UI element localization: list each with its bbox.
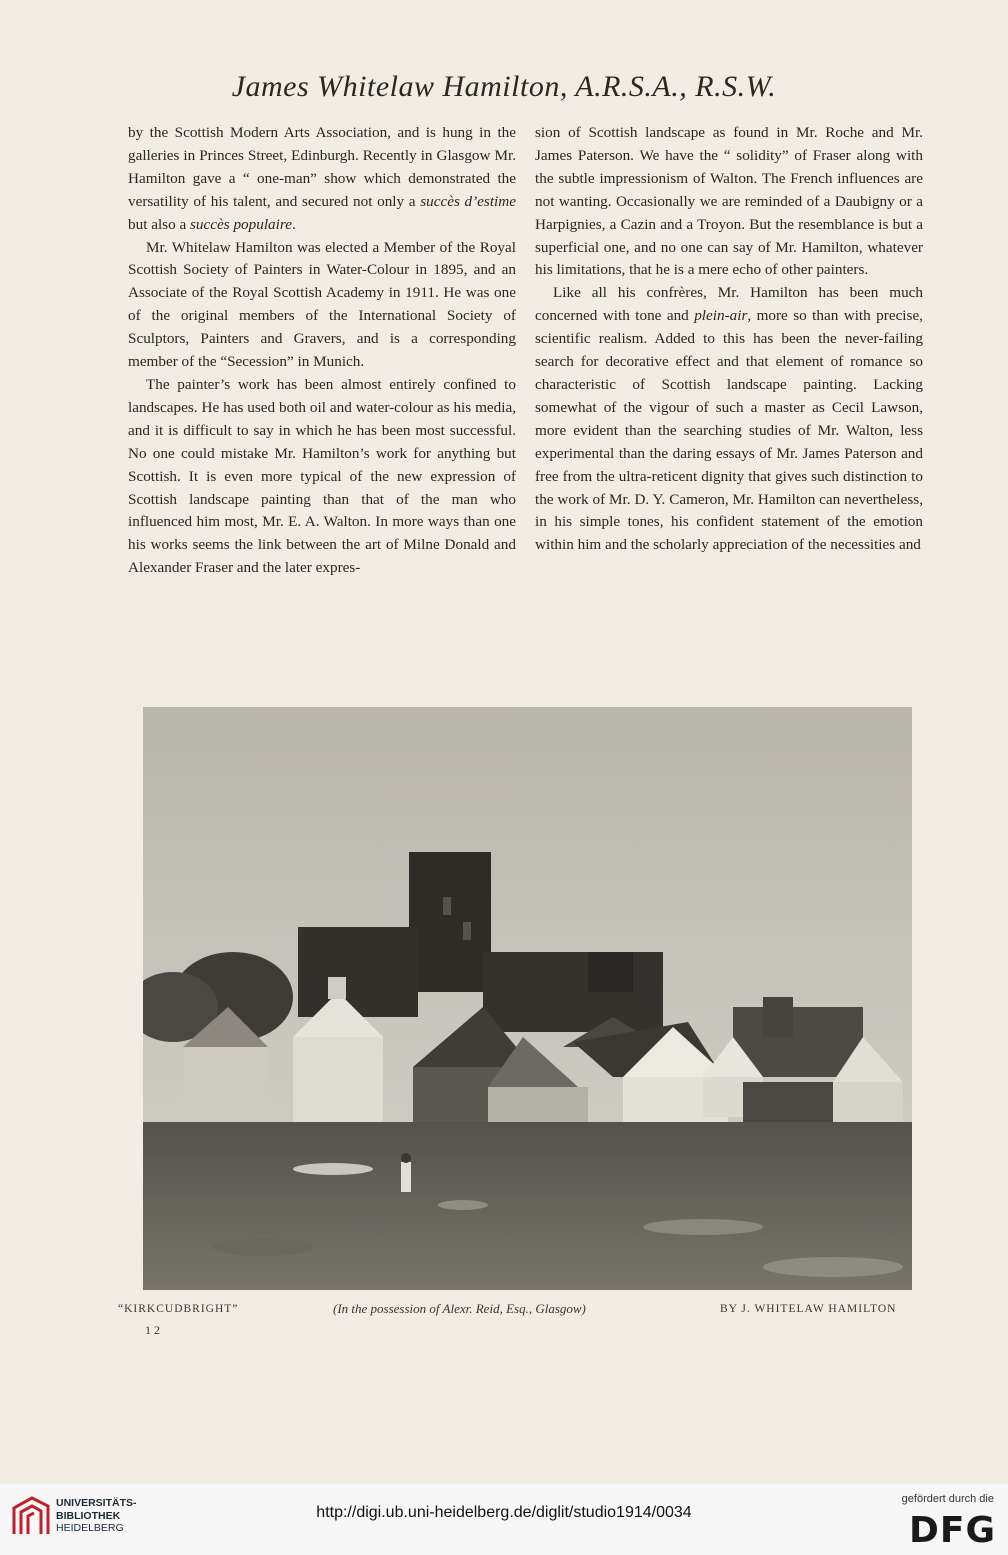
plate-caption-title: “KIRKCUDBRIGHT”	[118, 1303, 239, 1315]
left-paragraph-1: by the Scottish Modern Arts Association, and is hung in the galleries in Princes Street, Edinburgh. Recently in Glasgow Mr. Hamilton gave a “ one-man” show which demonstrated the versatility of his talent, and secured not only a succès d’estime but also a succès populaire.	[128, 124, 516, 233]
plate-caption-owner: (In the possession of Alexr. Reid, Esq., Glasgow)	[333, 1301, 586, 1316]
left-paragraph-3: The painter’s work has been almost entirely confined to landscapes. He has used both oil and water-colour as his media, and it is difficult to say in which he has been most successful. No one could mistake Mr. Hamilton’s work for anything but Scottish. It is even more typical of the new expression of Scottish landscape painting than that of the man who influenced him most, Mr. E. A. Walton. In more ways than one his works seems the link between the art of Milne Donald and Alexander Fraser and the later expres-	[128, 375, 516, 577]
right-text-column	[535, 122, 923, 557]
source-url-link[interactable]: http://digi.ub.uni-heidelberg.de/diglit/studio1914/0034	[316, 1504, 692, 1521]
right-paragraph-1: sion of Scottish landscape as found in Mr. Roche and Mr. James Paterson. We have the “ solidity” of Fraser along with the subtle impressionism of Walton. The French influences are not wanting. Occasionally we are reminded of a Daubigny or a Harpignies, a Cazin and a Troyon. But the resemblance is but a superficial one, and no one can say of Mr. Hamilton, whatever his limitations, that he is a mere echo of other painters.	[535, 124, 923, 279]
left-text-column	[128, 122, 516, 580]
digitization-footer	[0, 1484, 1008, 1555]
plate-caption-artist: BY J. WHITELAW HAMILTON	[720, 1303, 897, 1315]
page-title: James Whitelaw Hamilton, A.R.S.A., R.S.W.	[231, 70, 777, 103]
page-number: 12	[145, 1323, 163, 1337]
right-paragraph-2: Like all his confrères, Mr. Hamilton has been much concerned with tone and plein-air, more so than with precise, scientific realism. Added to this has been the never-failing search for decorative effect and that element of romance so characteristic of Scottish landscape painting. Lacking somewhat of the vigour of such a master as Cecil Lawson, more evident than the searching studies of Mr. Walton, less experimental than the daring essays of Mr. James Paterson and free from the ultra-reticent dignity that gives such distinction to the work of Mr. D. Y. Cameron, Mr. Hamilton can nevertheless, in his simple tones, his confident statement of the emotion within him and the scholarly appreciation of the necessities and	[535, 284, 923, 554]
painting-image	[143, 707, 912, 1290]
library-name: UNIVERSITÄTS- BIBLIOTHEK HEIDELBERG	[56, 1497, 137, 1534]
dfg-logo: DFG	[908, 1510, 996, 1551]
left-paragraph-2: Mr. Whitelaw Hamilton was elected a Member of the Royal Scottish Society of Painters in Water-Colour in 1895, and an Associate of the Royal Scottish Academy in 1911. He was one of the original members of the International Society of Sculptors, Painters and Gravers, and is a corresponding member of the “Secession” in Munich.	[128, 238, 516, 371]
kirkcudbright-painting-plate	[143, 707, 912, 1290]
funding-note: gefördert durch die	[901, 1493, 994, 1505]
